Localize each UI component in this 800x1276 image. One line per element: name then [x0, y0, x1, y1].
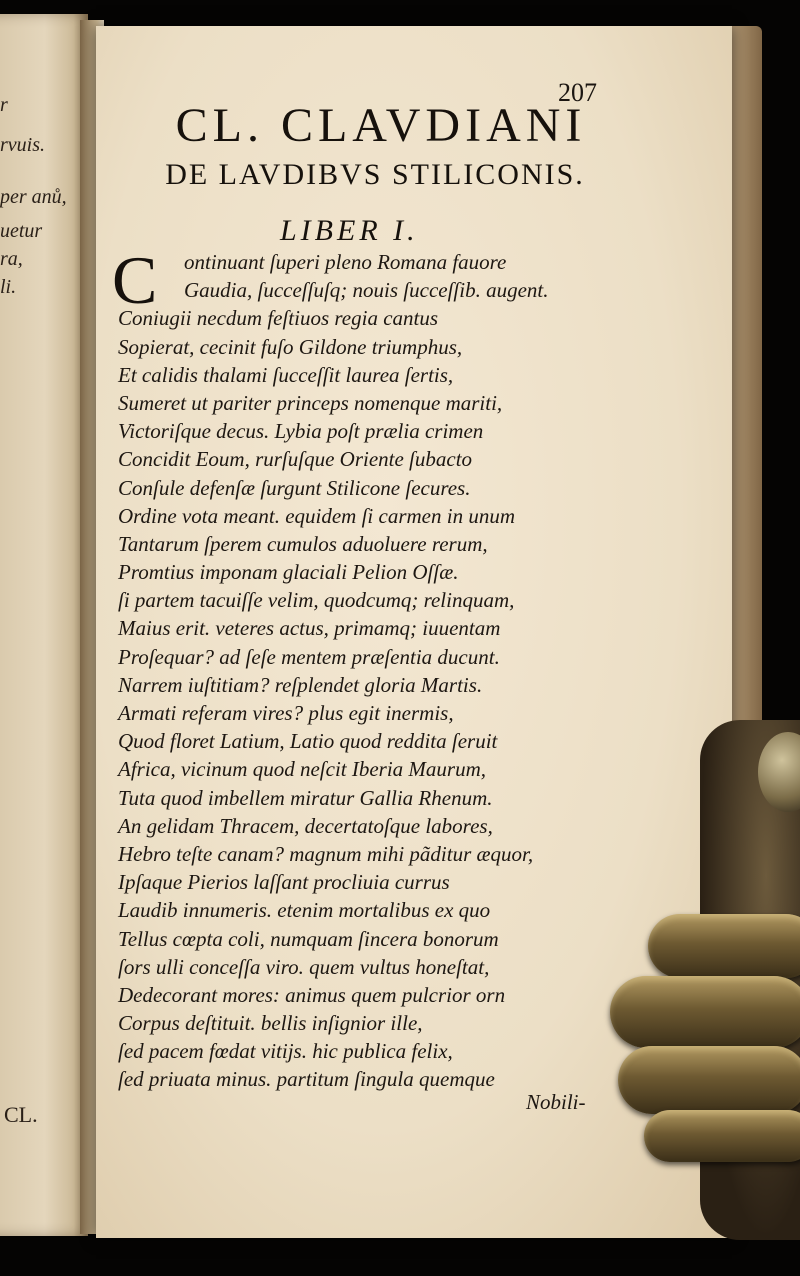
verse-line: Armati referam vires? plus egit inermis, — [118, 701, 454, 725]
left-page-fragment: rvuis. — [0, 134, 45, 156]
book-weight-finger — [644, 1110, 800, 1162]
drop-cap: C — [112, 242, 158, 318]
author-heading: CL. CLAVDIANI — [175, 99, 587, 152]
verse-line: An gelidam Thracem, decertatoſque labores, — [118, 813, 493, 838]
verse-line: Coniugii necdum feſtiuos regia cantus — [118, 306, 439, 331]
left-page-fragment: per anů, — [0, 186, 67, 208]
verse-line: Quod floret Latium, Latio quod reddita ſeruit — [118, 729, 498, 754]
left-page-catchword: CL. — [4, 1102, 38, 1127]
verse-line: Ipſaque Pierios laſſant procliuia currus — [118, 870, 450, 895]
book-weight-finger — [618, 1046, 800, 1114]
verse-line: Sopierat, cecinit fuſo Gildone triumphus, — [118, 334, 463, 359]
verse-line: Tantarum ſperem cumulos aduoluere rerum, — [118, 531, 488, 556]
book-weight-finger — [648, 914, 800, 978]
verse-line: ſed pacem fœdat vitijs. hic publica felix, — [118, 1039, 453, 1064]
verse-line: Tuta quod imbellem miratur Gallia Rhenum. — [118, 785, 493, 810]
verse-line: Africa, vicinum quod neſcit Iberia Maurum, — [118, 757, 487, 782]
verse-line: ſi partem tacuiſſe velim, quodcumq; relinquam, — [118, 588, 515, 613]
left-page-fragment: ra, — [0, 248, 23, 270]
catchword: Nobili- — [526, 1090, 586, 1114]
verse-list — [118, 248, 658, 1094]
verse-line: Laudib innumeris. etenim mortalibus ex quo — [118, 898, 491, 923]
verse-line: Conſule defenſæ ſurgunt Stilicone ſecures. — [118, 475, 471, 500]
verse-line: Maius erit. veteres actus, primamq; iuuentam — [118, 616, 501, 641]
verse-line: Concidit Eoum, rurſuſque Oriente ſubacto — [118, 447, 473, 472]
verse-line: ſors ulli conceſſa viro. quem vultus honeſtat, — [118, 954, 490, 979]
verse-line: Gaudia, ſucceſſuſq; nouis ſucceſſib. augent. — [184, 278, 549, 303]
verse-line: Ordine vota meant. equidem ſi carmen in unum — [118, 503, 515, 528]
left-page-fragment: li. — [0, 276, 17, 298]
verse-line: Sumeret ut pariter princeps nomenque mariti, — [118, 390, 503, 415]
verse-line: Dedecorant mores: animus quem pulcrior orn — [118, 982, 506, 1007]
left-page-fragment: uetur — [0, 220, 43, 242]
page-number: 207 — [558, 78, 597, 107]
verse-line: Et calidis thalami ſucceſſit laurea ſertis, — [118, 362, 454, 387]
verse-line: Hebro teſte canam? magnum mihi pãditur æquor, — [118, 841, 534, 866]
left-page — [0, 14, 88, 1236]
verse-line: Tellus cœpta coli, numquam ſincera bonorum — [118, 926, 499, 951]
verse-line: Corpus deſtituit. bellis inſignior ille, — [118, 1011, 423, 1036]
verse-line: Victoriſque decus. Lybia poſt prælia crimen — [118, 419, 484, 444]
verse-line: Promtius imponam glaciali Pelion Oſſæ. — [118, 560, 459, 585]
verse-line: Narrem iuſtitiam? reſplendet gloria Martis. — [118, 672, 483, 697]
work-title: DE LAVDIBVS STILICONIS. — [165, 158, 585, 191]
verse-line: Proſequar? ad ſeſe mentem præſentia ducunt. — [118, 644, 500, 669]
book-weight-finger — [610, 976, 800, 1048]
left-page-fragment: r — [0, 94, 8, 116]
verse-line: ſed priuata minus. partitum ſingula quemque — [118, 1067, 495, 1092]
verse-line: ontinuant ſuperi pleno Romana fauore — [184, 250, 507, 274]
book-heading: LIBER I. — [280, 214, 419, 247]
